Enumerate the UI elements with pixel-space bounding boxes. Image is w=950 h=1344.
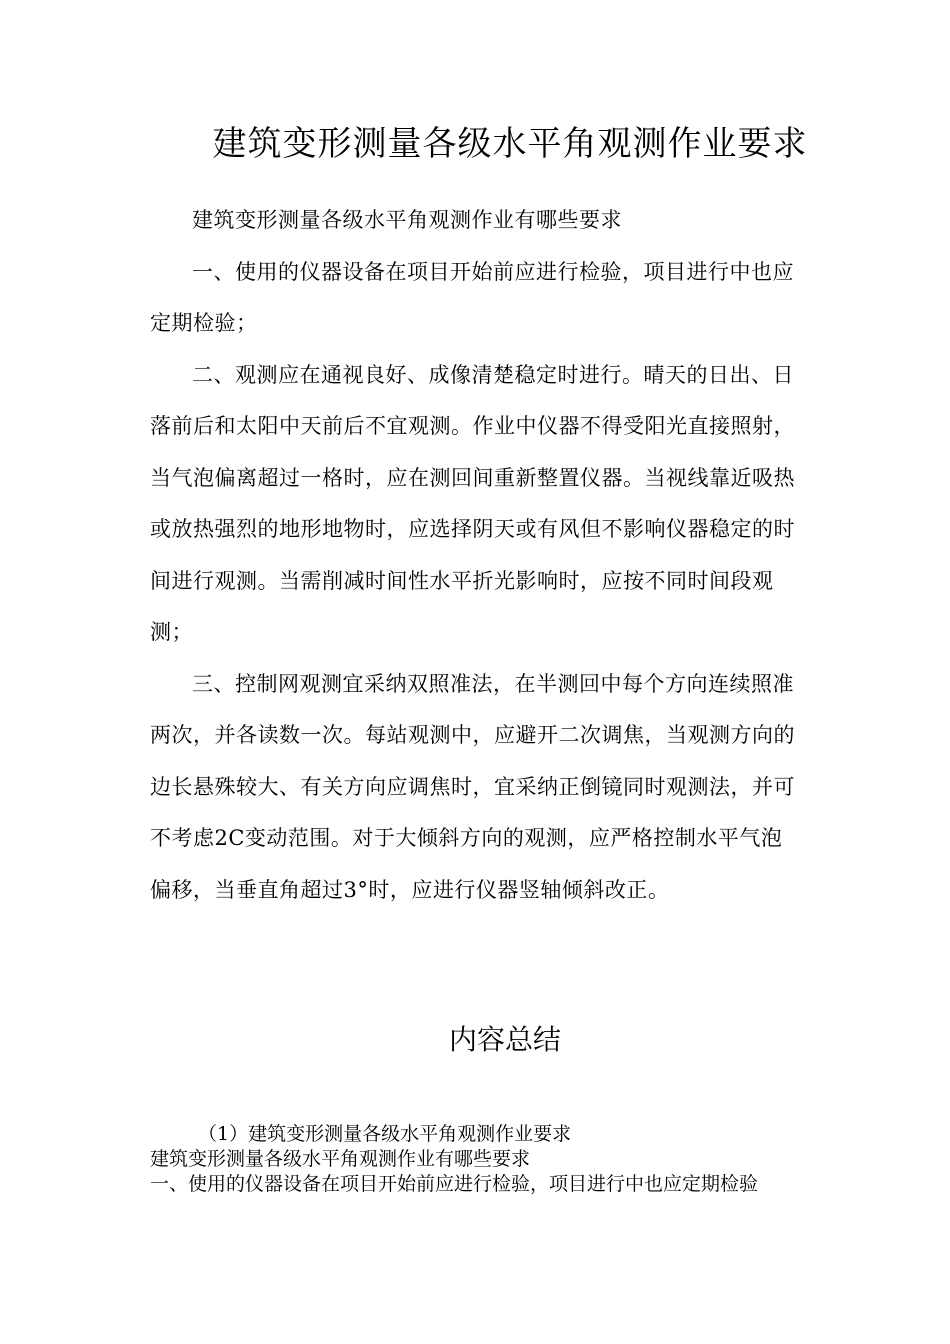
document-title: 建筑变形测量各级水平角观测作业要求	[212, 124, 808, 164]
paragraph-intro: 建筑变形测量各级水平角观测作业有哪些要求	[192, 208, 622, 232]
paragraph-one: 一、使用的仪器设备在项目开始前应进行检验，项目进行中也应定期检验；	[150, 259, 794, 335]
paragraph-two: 二、观测应在通视良好、成像清楚稳定时进行。晴天的日出、日落前后和太阳中天前后不宜观测。作业中仪器不得受阳光直接照射，当气泡偏离超过一格时，应在测回间重新整置仪器。当视线靠近吸热或放热强烈的地形地物时，应选择阴天或有风但不影响仪器稳定的时间进行观测。当需削减时间性水平折光影响时，应按不同时间段观测；	[150, 362, 795, 644]
summary-line: 一、使用的仪器设备在项目开始前应进行检验，项目进行中也应定期检验	[150, 1173, 759, 1195]
paragraph-three: 三、控制网观测宜采纳双照准法，在半测回中每个方向连续照准两次，并各读数一次。每站观测中，应避开二次调焦，当观测方向的边长悬殊较大、有关方向应调焦时，宜采纳正倒镜同时观测法，并可不考虑2C变动范围。对于大倾斜方向的观测，应严格控制水平气泡偏移，当垂直角超过3°时，应进行仪器竖轴倾斜改正。	[150, 671, 795, 902]
summary-body	[150, 1122, 802, 1197]
summary-line: 建筑变形测量各级水平角观测作业有哪些要求	[150, 1148, 531, 1170]
summary-heading: 内容总结	[448, 1023, 561, 1056]
summary-line: （1）建筑变形测量各级水平角观测作业要求	[198, 1123, 572, 1145]
document-body	[150, 195, 802, 916]
